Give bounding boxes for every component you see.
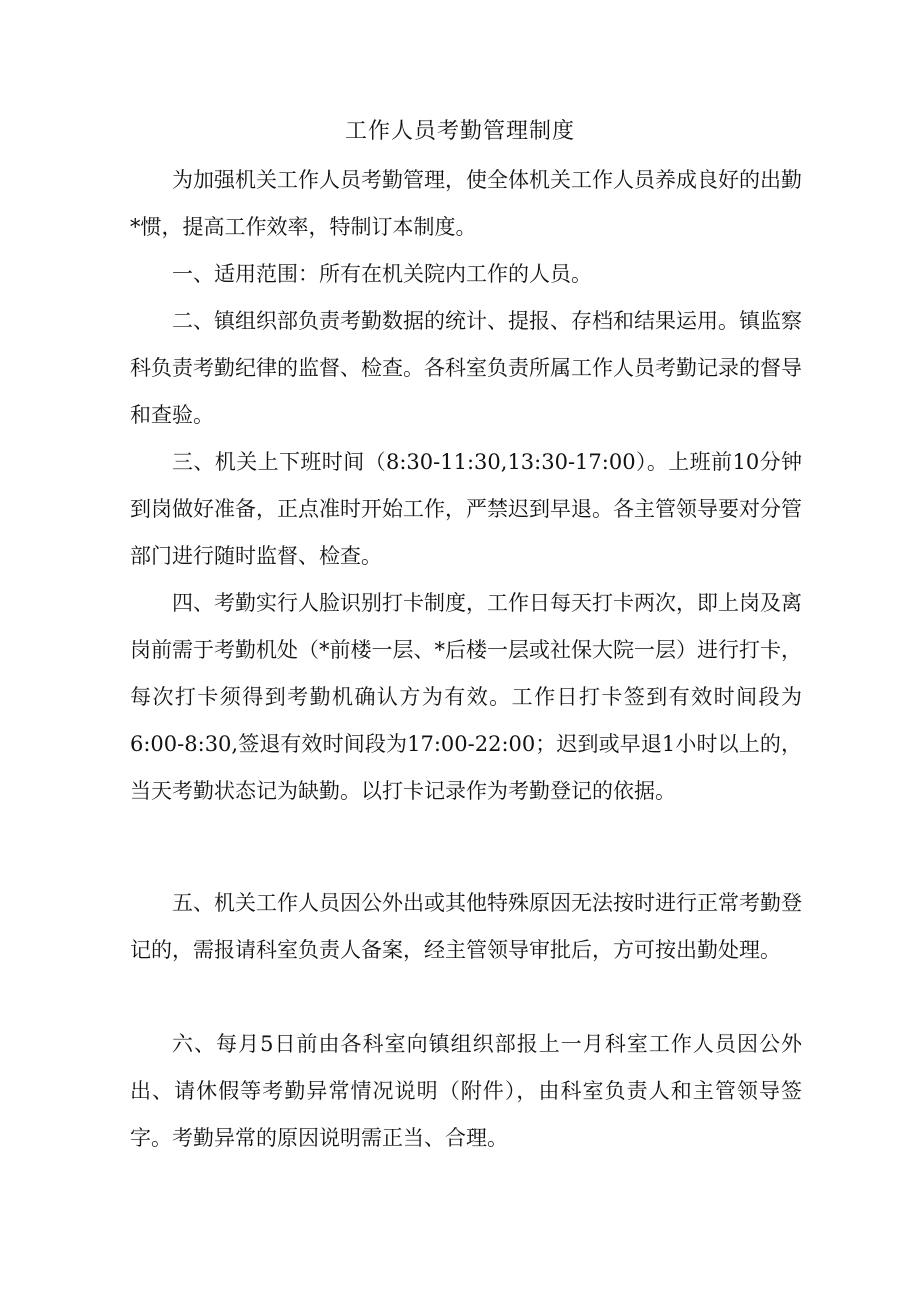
- document-title: 工作人员考勤管理制度: [344, 119, 575, 144]
- section-5-official-absence: 五、机关工作人员因公外出或其他特殊原因无法按时进行正常考勤登记的，需报请科室负责人备案，经主管领导审批后，方可按出勤处理。: [130, 891, 802, 962]
- intro-paragraph: 为加强机关工作人员考勤管理，使全体机关工作人员养成良好的出勤*惯，提高工作效率，特制订本制度。: [130, 168, 802, 239]
- section-4-clock-in: 四、考勤实行人脸识别打卡制度，工作日每天打卡两次，即上岗及离岗前需于考勤机处（*前楼一层、*后楼一层或社保大院一层）进行打卡，每次打卡须得到考勤机确认方为有效。工作日打卡签到有效时间段为6:00-8:30,签退有效时间段为17:00-22:00；迟到或早退1小时以上的，当天考勤状态记为缺勤。以打卡记录作为考勤登记的依据。: [130, 591, 802, 803]
- section-2-responsibility: 二、镇组织部负责考勤数据的统计、提报、存档和结果运用。镇监察科负责考勤纪律的监督、检查。各科室负责所属工作人员考勤记录的督导和查验。: [130, 309, 802, 427]
- section-1-scope: 一、适用范围：所有在机关院内工作的人员。: [172, 262, 592, 286]
- section-3-work-hours: 三、机关上下班时间（8:30-11:30,13:30-17:00）。上班前10分钟到岗做好准备，正点准时开始工作，严禁迟到早退。各主管领导要对分管部门进行随时监督、检查。: [130, 450, 802, 568]
- section-6-monthly-report: 六、每月5日前由各科室向镇组织部报上一月科室工作人员因公外出、请休假等考勤异常情况说明（附件），由科室负责人和主管领导签字。考勤异常的原因说明需正当、合理。: [130, 1032, 802, 1150]
